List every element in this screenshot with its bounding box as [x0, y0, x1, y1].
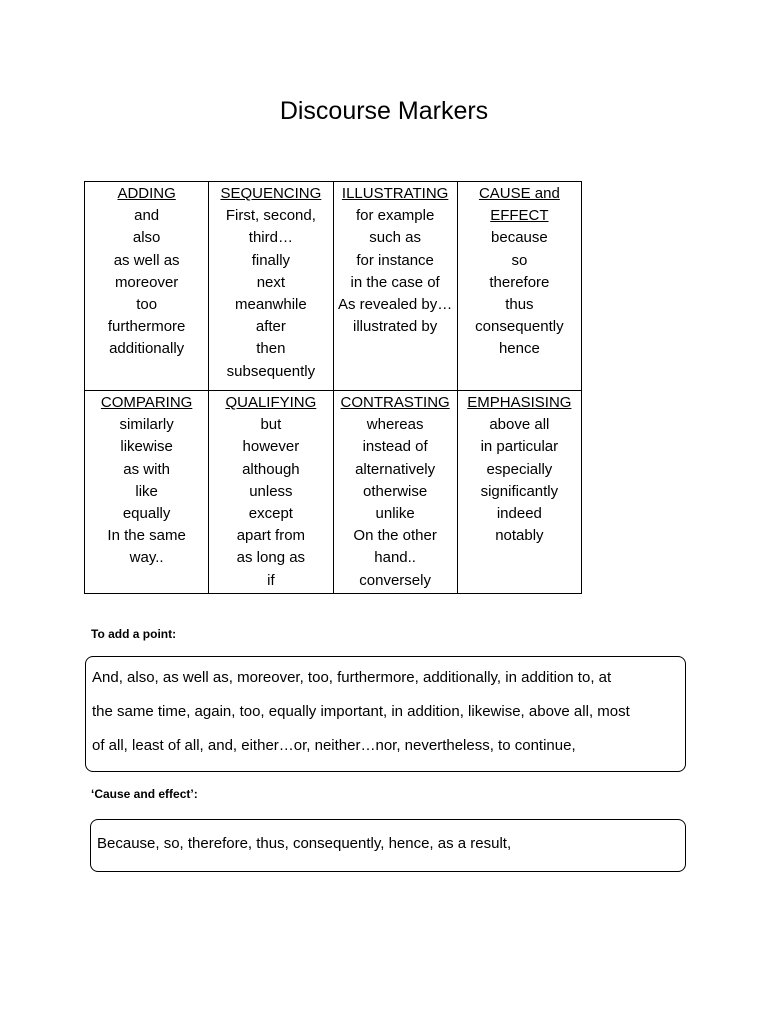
marker-item: also — [132, 229, 161, 247]
marker-item: then — [256, 340, 286, 358]
add-point-line: of all, least of all, and, either…or, neither…nor, nevertheless, to continue, — [92, 737, 576, 754]
marker-item: hand.. — [374, 549, 416, 567]
marker-item: similarly — [119, 416, 174, 434]
table-row — [85, 182, 582, 391]
marker-item: in the case of — [350, 273, 440, 291]
category-heading: COMPARING — [100, 394, 193, 411]
marker-item: moreover — [114, 273, 179, 291]
category-heading: EMPHASISING — [467, 394, 572, 411]
marker-item: consequently — [475, 318, 564, 336]
marker-item: meanwhile — [235, 296, 307, 314]
marker-item: too — [136, 296, 158, 314]
marker-item: if — [267, 571, 275, 589]
marker-item: next — [256, 273, 286, 291]
marker-item: conversely — [359, 571, 431, 589]
marker-item: finally — [251, 251, 291, 269]
marker-item: and — [134, 207, 160, 225]
table-cell — [209, 182, 333, 391]
marker-item: hence — [498, 340, 540, 358]
page-title: Discourse Markers — [279, 97, 489, 125]
add-point-line: the same time, again, too, equally important, in addition, likewise, above all, most — [92, 703, 630, 720]
table-cell — [457, 182, 581, 391]
marker-item: except — [248, 505, 293, 523]
marker-item: On the other — [353, 527, 437, 545]
marker-item: as well as — [113, 251, 180, 269]
marker-item: notably — [495, 527, 544, 545]
category-heading: SEQUENCING — [220, 185, 322, 202]
marker-item: but — [260, 416, 282, 434]
marker-item: although — [242, 460, 300, 478]
marker-item: so — [511, 251, 528, 269]
category-heading: CAUSE and — [478, 185, 560, 202]
marker-item: however — [242, 438, 300, 456]
add-point-box — [85, 656, 686, 772]
marker-item: especially — [486, 460, 553, 478]
category-heading: ILLUSTRATING — [341, 185, 449, 202]
marker-item: whereas — [366, 416, 424, 434]
add-point-line: And, also, as well as, moreover, too, furthermore, additionally, in addition to, at — [92, 669, 612, 686]
marker-item: equally — [122, 505, 171, 523]
marker-item: alternatively — [355, 460, 436, 478]
category-heading: CONTRASTING — [340, 394, 450, 411]
marker-item: furthermore — [107, 318, 186, 336]
category-heading: EFFECT — [490, 207, 549, 225]
marker-item: apart from — [236, 527, 306, 545]
table-row — [85, 391, 582, 594]
cause-effect-label: ‘Cause and effect’: — [91, 787, 198, 801]
marker-item: subsequently — [226, 362, 316, 380]
marker-item: thus — [505, 296, 534, 314]
marker-item: because — [491, 229, 548, 247]
marker-item: above all — [489, 416, 550, 434]
discourse-markers-table — [84, 181, 582, 594]
cause-effect-box — [90, 819, 686, 872]
marker-item: As revealed by… — [338, 296, 453, 314]
marker-item: instead of — [362, 438, 428, 456]
marker-item: therefore — [489, 273, 550, 291]
marker-item: in particular — [480, 438, 559, 456]
category-heading: QUALIFYING — [225, 394, 317, 411]
cause-effect-text: Because, so, therefore, thus, consequently, hence, as a result, — [97, 835, 512, 852]
marker-item: First, second, — [225, 207, 316, 225]
marker-item: likewise — [120, 438, 173, 456]
marker-item: significantly — [480, 482, 559, 500]
marker-item: such as — [369, 229, 421, 247]
table-cell — [209, 391, 333, 594]
marker-item: unlike — [375, 505, 415, 523]
add-point-label: To add a point: — [91, 627, 177, 641]
table-cell — [457, 391, 581, 594]
marker-item: for example — [355, 207, 435, 225]
marker-item: unless — [249, 482, 293, 500]
marker-item: for instance — [356, 251, 434, 269]
table-cell — [85, 391, 209, 594]
marker-item: additionally — [109, 340, 185, 358]
marker-item: illustrated by — [353, 318, 438, 336]
marker-item: after — [255, 318, 286, 336]
table-cell — [333, 391, 457, 594]
table-cell — [85, 182, 209, 391]
marker-item: way.. — [129, 549, 164, 567]
marker-item: indeed — [496, 505, 542, 523]
marker-item: like — [135, 482, 158, 500]
marker-item: otherwise — [363, 482, 428, 500]
marker-item: as with — [123, 460, 170, 478]
marker-item: third… — [248, 229, 293, 247]
marker-item: as long as — [236, 549, 306, 567]
marker-item: In the same — [107, 527, 186, 545]
table-cell — [333, 182, 457, 391]
category-heading: ADDING — [117, 185, 176, 202]
